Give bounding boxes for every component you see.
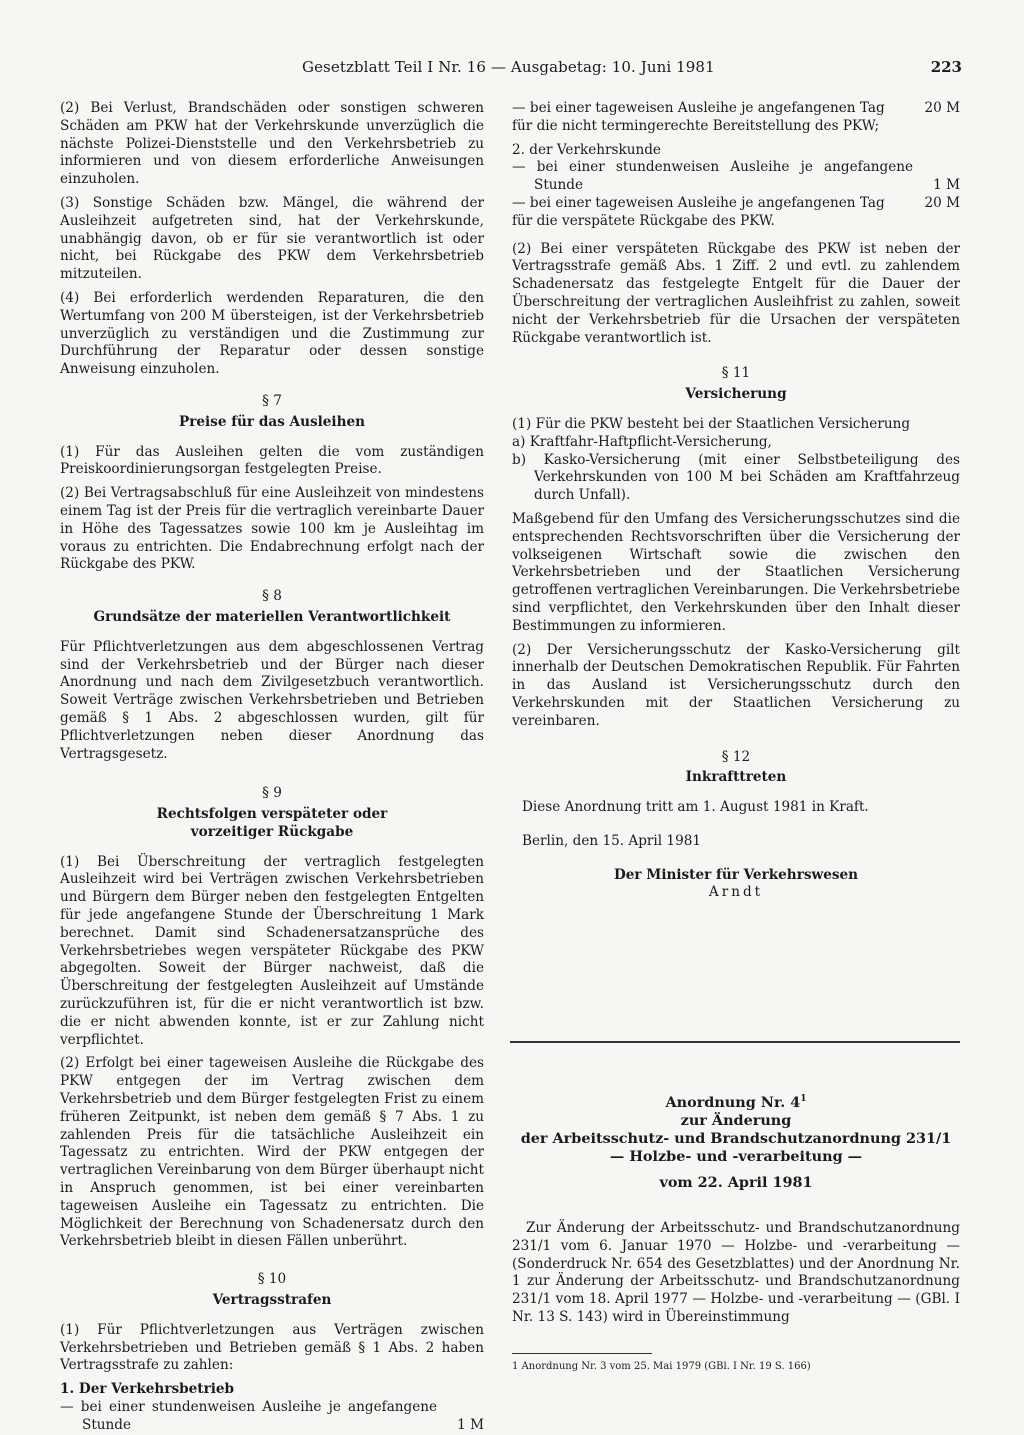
- penalty-amount: 20 M: [924, 194, 960, 211]
- penalty-amount: 1 M: [457, 1416, 484, 1433]
- section-9-title-line1: Rechtsfolgen verspäteter oder: [156, 806, 388, 823]
- paragraph-9-2: (2) Erfolgt bei einer tageweisen Ausleihe die Rückgabe des PKW entgegen der im Vertrag zwischen dem Verkehrsbetrieb und dem Bürger festgelegten Frist zu einem früheren Zeitpunkt, ist neben dem gemäß § 7 Abs. 1 zu zahlenden Preis für die tatsächliche Ausleihzeit ein Tagessatz zu entrichten. Wird der PKW entgegen der vertraglichen Vereinbarung von dem Bürger überhaupt nicht in Anspruch genommen, ist bei einer vereinbarten tageweisen Ausleihe ein Tagessatz zu entrichten. Die Möglichkeit der Berechnung von Schadenersatz durch den Verkehrsbetrieb bleibt in diesen Fällen unberührt.: [60, 1055, 484, 1250]
- section-10-number: § 10: [257, 1271, 287, 1288]
- paragraph-6-2: (2) Bei Verlust, Brandschäden oder sonstigen schweren Schäden am PKW hat der Verkehrskunde unverzüglich die nächste Polizei-Dienststelle und den Verkehrsbetrieb zu informieren und von diesem erforderliche Anweisungen einzuholen.: [60, 100, 484, 188]
- announcement-heading: [512, 1090, 960, 1192]
- section-7-title: Preise für das Ausleihen: [178, 413, 366, 430]
- page-header: [0, 58, 1024, 82]
- announcement-title: [512, 1090, 960, 1112]
- paragraph-12-1: Diese Anordnung tritt am 1. August 1981 in Kraft.: [522, 799, 869, 816]
- paragraph-7-2: (2) Bei Vertragsabschluß für eine Ausleihzeit von mindestens einem Tag ist der Preis für die vertraglich vereinbarte Dauer in Höhe des Tagessatzes sowie 100 km je Ausleihtag im voraus zu entrichten. Die Endabrechnung erfolgt nach der Rückgabe des PKW.: [60, 485, 484, 573]
- penalty-text: — bei einer tageweisen Ausleihe je angefangenen Tag: [512, 100, 885, 116]
- list-item-2: 2. der Verkehrskunde: [512, 141, 661, 158]
- section-7-number: § 7: [262, 392, 282, 409]
- announcement-body: Zur Änderung der Arbeitsschutz- und Brandschutzanordnung 231/1 vom 6. Januar 1970 — Holzbe- und -verarbeitung — (Sonderdruck Nr. 654 des Gesetzblattes) und der Anordnung Nr. 1 zur Änderung der Arbeitsschutz- und Brandschutzanordnung 231/1 vom 18. April 1977 — Holzbe- und -verarbeitung — (GBl. I Nr. 13 S. 143) wird in Übereinstimmung: [512, 1220, 960, 1325]
- section-9-title-line2: vorzeitiger Rückgabe: [190, 823, 354, 840]
- minister-title: Der Minister für Verkehrswesen: [613, 866, 859, 883]
- paragraph-10-1: (1) Für Pflichtverletzungen aus Verträgen zwischen Verkehrsbetrieben und Betrieben gemäß § 1 Abs. 2 haben Vertragsstrafe zu zahlen:: [60, 1321, 484, 1374]
- header-title: Gesetzblatt Teil I Nr. 16 — Ausgabetag: 10. Juni 1981: [302, 58, 715, 76]
- announcement-subtitle-2: der Arbeitsschutz- und Brandschutzanordnung 231/1: [520, 1129, 952, 1147]
- page-number: 223: [930, 58, 962, 76]
- paragraph-11-2: (2) Der Versicherungsschutz der Kasko-Versicherung gilt innerhalb der Deutschen Demokratischen Republik. Für Fahrten in das Ausland ist Versicherungsschutz durch den Verkehrskunden mit der Staatlichen Versicherung zu vereinbaren.: [512, 641, 960, 729]
- customer-penalty-note: für die verspätete Rückgabe des PKW.: [512, 212, 775, 229]
- penalty-text: — bei einer stundenweisen Ausleihe je angefangene Stunde: [512, 159, 914, 194]
- penalty-text: — bei einer stundenweisen Ausleihe je angefangene Stunde: [60, 1399, 438, 1433]
- penalty-row-hourly-customer: [512, 159, 960, 195]
- operator-penalty-note: für die nicht termingerechte Bereitstellung des PKW;: [512, 117, 880, 134]
- list-item-1: 1. Der Verkehrsbetrieb: [60, 1381, 235, 1398]
- footnote-marker: 1: [800, 1094, 807, 1104]
- left-column: [60, 100, 484, 1435]
- footnote: 1 Anordnung Nr. 3 vom 25. Mai 1979 (GBl. I Nr. 19 S. 166): [512, 1361, 811, 1372]
- list-item-b: b) Kasko-Versicherung (mit einer Selbstbeteiligung des Verkehrskunden von 100 M bei Schäden am Kraftfahrzeug durch Unfall).: [512, 451, 960, 504]
- announcement-title-text: Anordnung Nr. 4: [665, 1093, 801, 1111]
- section-8-number: § 8: [262, 588, 282, 605]
- section-10-title: Vertragsstrafen: [212, 1292, 332, 1309]
- section-8-title: Grundsätze der materiellen Verantwortlichkeit: [93, 608, 451, 625]
- right-column: [512, 100, 960, 902]
- penalty-amount: 1 M: [933, 177, 960, 194]
- penalty-row-daily-customer: [512, 195, 960, 213]
- section-11-title: Versicherung: [685, 386, 787, 403]
- paragraph-6-3: (3) Sonstige Schäden bzw. Mängel, die während der Ausleihzeit aufgetreten sind, hat der Verkehrskunde, unabhängig davon, ob er für sie verantwortlich ist oder nicht, bei Rückgabe des PKW dem Verkehrsbetrieb mitzuteilen.: [60, 194, 484, 283]
- section-12-number: § 12: [721, 748, 751, 765]
- paragraph-7-1: (1) Für das Ausleihen gelten die vom zuständigen Preiskoordinierungsorgan festgelegten Preise.: [60, 443, 484, 478]
- announcement-subtitle-1: zur Änderung: [680, 1111, 792, 1129]
- penalty-amount: 20 M: [924, 100, 960, 116]
- list-item-a: a) Kraftfahr-Haftpflicht-Versicherung,: [512, 433, 772, 450]
- paragraph-11-1: (1) Für die PKW besteht bei der Staatlichen Versicherung: [512, 415, 911, 432]
- paragraph-11-insurance-scope: Maßgebend für den Umfang des Versicherungsschutzes sind die entsprechenden Rechtsvorschriften über die Versicherung der volkseigenen Wirtschaft sowie die zwischen den Verkehrsbetrieben und der Staatlichen Versicherung getroffenen vertraglichen Vereinbarungen. Die Verkehrsbetriebe sind verpflichtet, den Verkehrskunden über den Inhalt dieser Bestimmungen zu informieren.: [512, 510, 960, 634]
- announcement-date: vom 22. April 1981: [659, 1173, 813, 1191]
- penalty-row-hourly-operator: [60, 1399, 484, 1435]
- signatory-name: Arndt: [708, 884, 764, 901]
- penalty-text: — bei einer tageweisen Ausleihe je angefangenen Tag: [512, 194, 885, 211]
- paragraph-8-1: Für Pflichtverletzungen aus dem abgeschlossenen Vertrag sind der Verkehrsbetrieb und der Bürger nach dieser Anordnung und nach dem Zivilgesetzbuch verantwortlich. Soweit Verträge zwischen Verkehrsbetrieben und Betrieben gemäß § 1 Abs. 2 abgeschlossen wurden, gilt für Pflichtverletzungen neben dieser Anordnung das Vertragsgesetz.: [60, 638, 484, 762]
- section-12-title: Inkrafttreten: [685, 769, 787, 786]
- section-divider: [510, 1041, 960, 1043]
- footnote-divider: [512, 1353, 652, 1354]
- penalty-row-daily-operator: [512, 100, 960, 118]
- announcement-subtitle-3: — Holzbe- und -verarbeitung —: [609, 1147, 863, 1165]
- paragraph-10-2: (2) Bei einer verspäteten Rückgabe des PKW ist neben der Vertragsstrafe gemäß Abs. 1 Ziff. 2 und evtl. zu zahlendem Schadenersatz das festgelegte Entgelt für die Dauer der Überschreitung der vertraglichen Ausleihfrist zu zahlen, soweit nicht der Verkehrsbetrieb für die Ursachen der verspäteten Rückgabe verantwortlich ist.: [512, 240, 960, 346]
- section-11-number: § 11: [721, 365, 751, 382]
- place-and-date: Berlin, den 15. April 1981: [522, 832, 702, 849]
- paragraph-9-1: (1) Bei Überschreitung der vertraglich festgelegten Ausleihzeit wird bei Verträgen zwischen Verkehrsbetrieben und Bürgern dem Bürger neben den festgelegten Entgelten für jede angefangene Stunde der Überschreitung 1 Mark berechnet. Damit sind Schadenersatzansprüche des Verkehrsbetriebes wegen verspäteter Rückgabe des PKW abgegolten. Soweit der Bürger nachweist, daß die Überschreitung der festgelegten Ausleihzeit auf Umstände zurückzuführen ist, für die er nicht verantwortlich ist bzw. die er nicht abwenden konnte, ist er zur Zahlung nicht verpflichtet.: [60, 853, 484, 1048]
- section-9-number: § 9: [262, 785, 282, 802]
- paragraph-6-4: (4) Bei erforderlich werdenden Reparaturen, die den Wertumfang von 200 M übersteigen, ist der Verkehrsbetrieb unverzüglich zu verständigen und die Zustimmung zur Durchführung der Reparatur oder dessen sonstige Anweisung einzuholen.: [60, 289, 484, 378]
